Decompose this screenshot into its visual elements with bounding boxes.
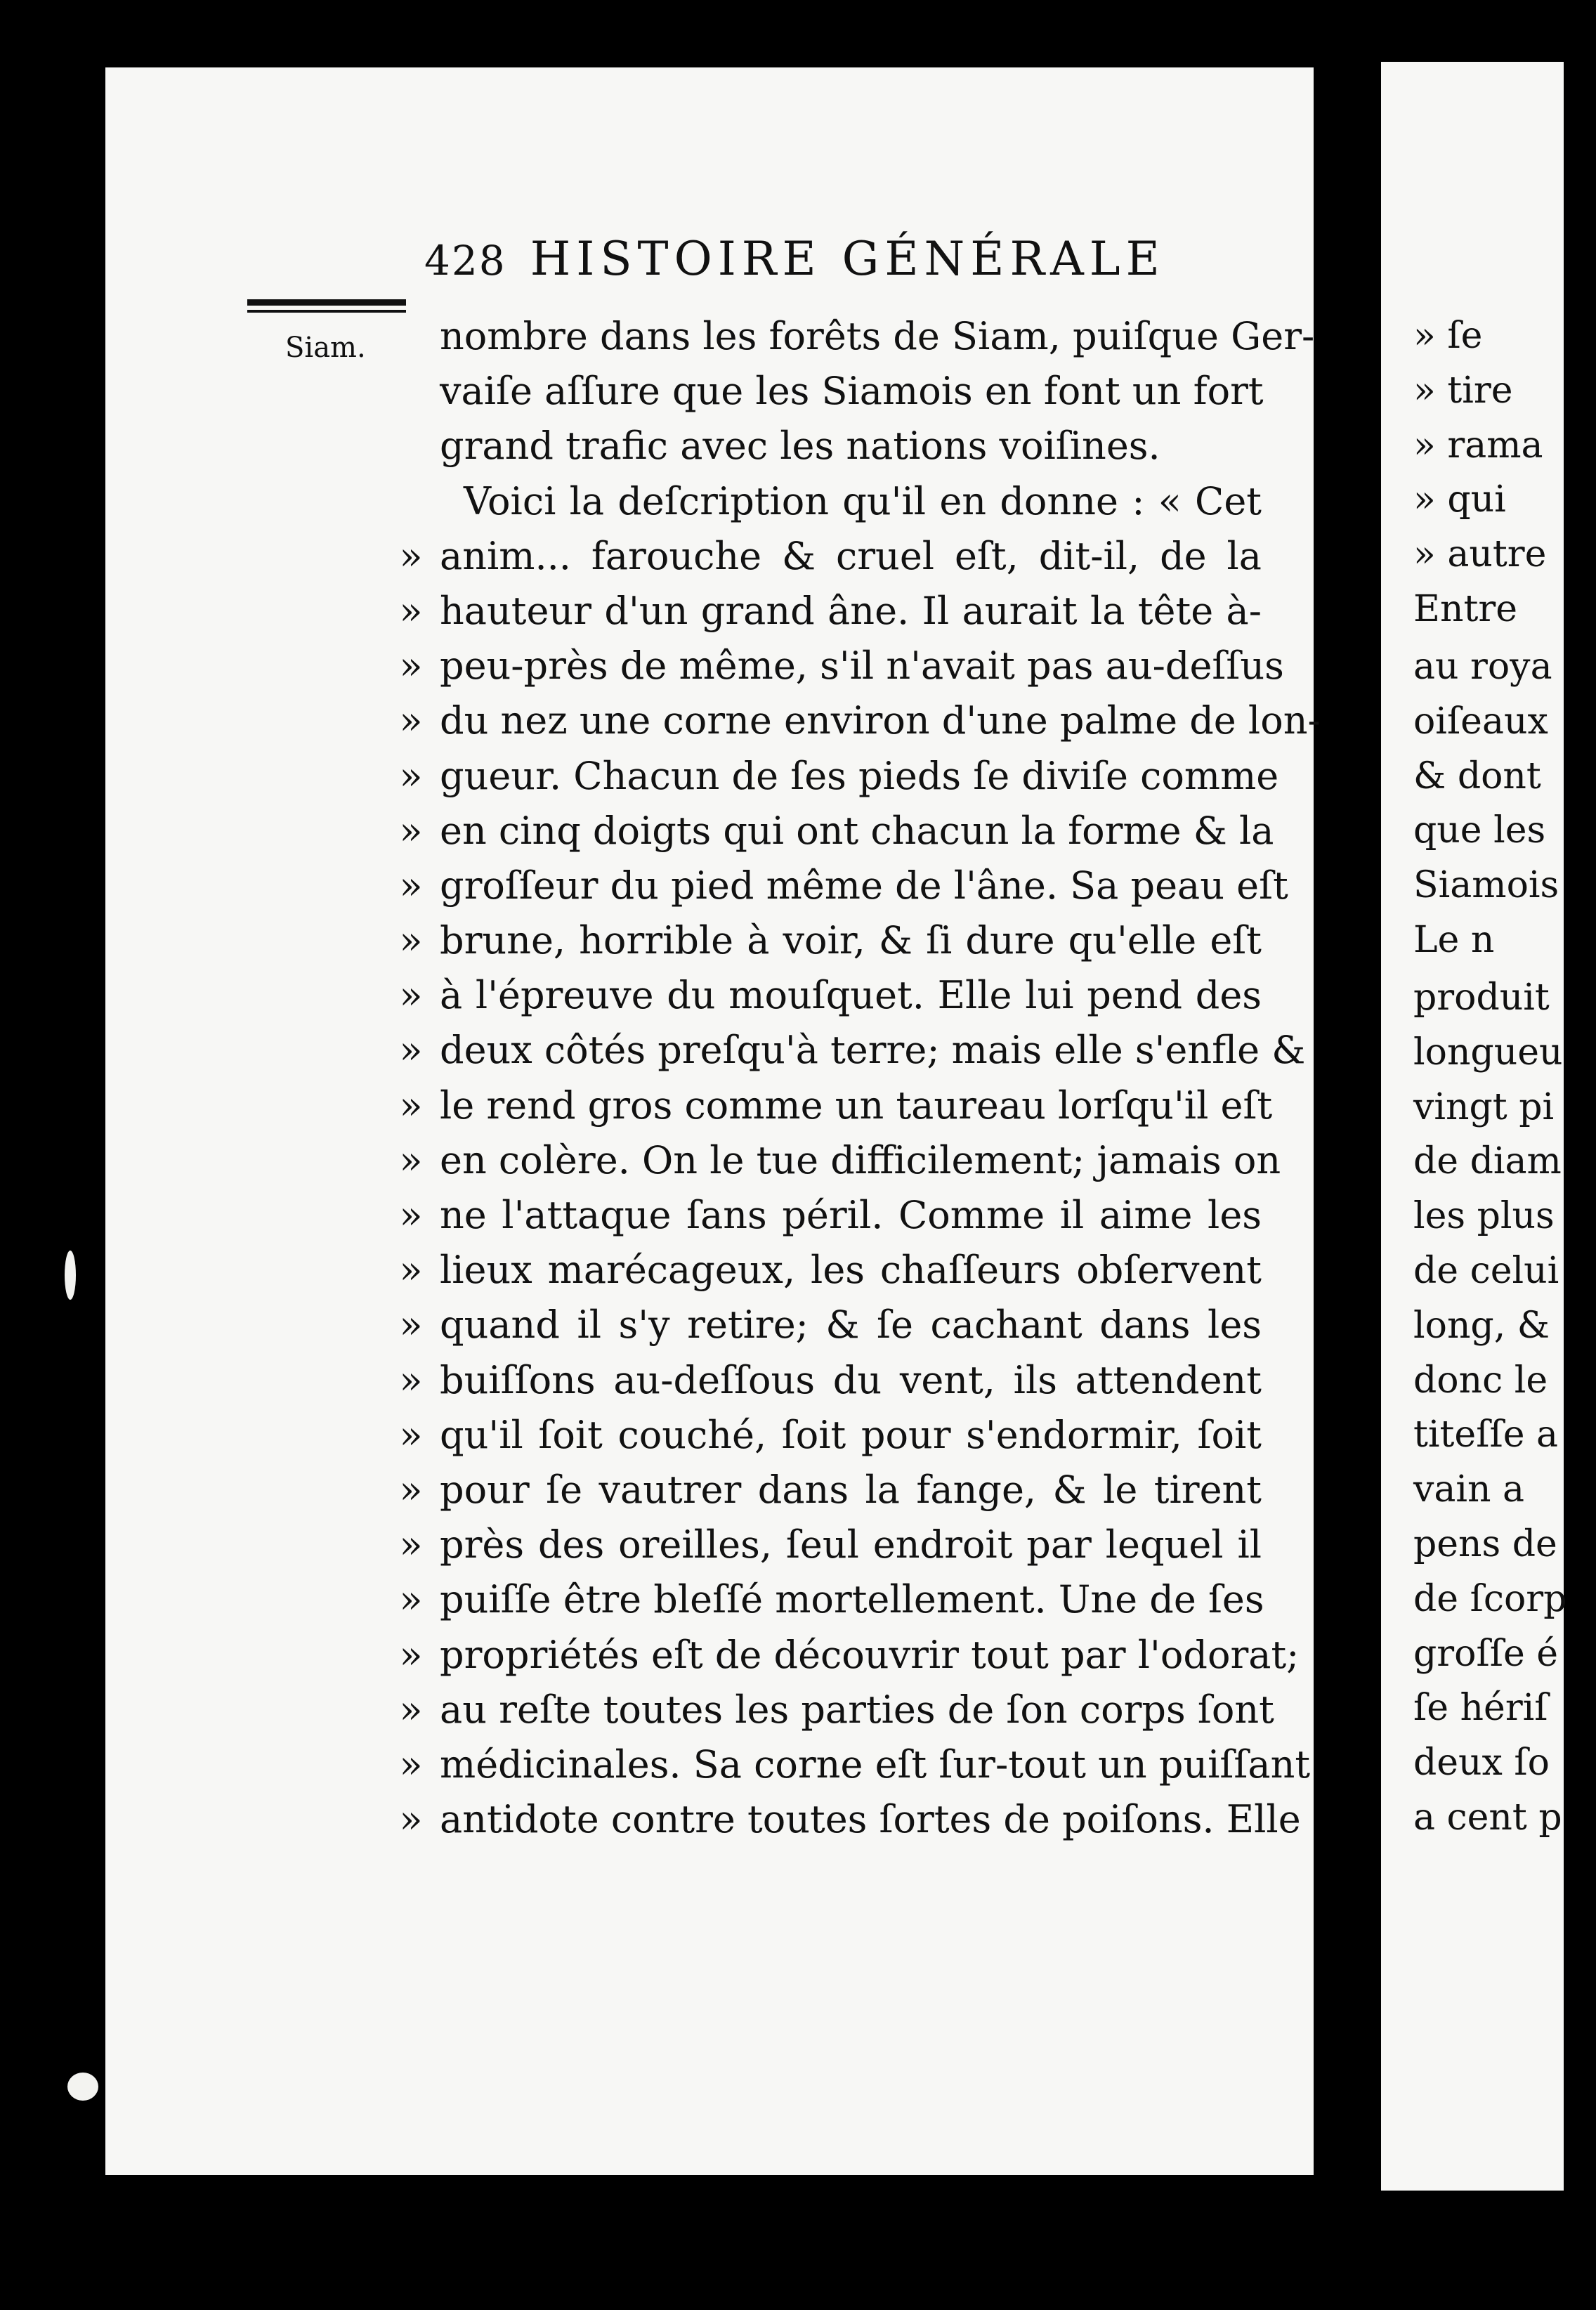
line-text: hauteur d'un grand âne. Il aurait la tête à- xyxy=(440,588,1262,633)
cropped-text-line: longueu xyxy=(1413,1031,1563,1074)
quote-mark: » xyxy=(399,1632,423,1677)
margin-rule-thick xyxy=(247,299,406,306)
cropped-text-line: de ſcorp xyxy=(1413,1577,1567,1620)
cropped-text-line: ſe hériſ xyxy=(1413,1687,1548,1730)
line-text: ne l'attaque ſans péril. Comme il aime les xyxy=(440,1193,1262,1237)
quote-mark: » xyxy=(399,1248,423,1293)
cropped-text-line: » qui xyxy=(1413,478,1506,521)
text-line xyxy=(393,1023,1306,1078)
line-text: au reſte toutes les parties de ſon corps ſont xyxy=(440,1687,1274,1732)
line-text: buiſſons au-deſſous du vent, ils attendent xyxy=(440,1357,1262,1402)
text-line xyxy=(393,859,1288,913)
cropped-text-line: de celui xyxy=(1413,1249,1559,1292)
cropped-text-line: » autre xyxy=(1413,533,1547,576)
line-text: le rend gros comme un taureau lorſqu'il eſt xyxy=(440,1083,1273,1128)
cropped-text-line: Entre xyxy=(1413,587,1517,630)
line-text: en colère. On le tue difficilement; jamais on xyxy=(440,1137,1281,1182)
text-line xyxy=(393,1572,1278,1627)
text-line xyxy=(393,474,1278,529)
quote-mark: » xyxy=(399,1357,423,1402)
quote-mark: » xyxy=(399,753,423,798)
quote-mark: » xyxy=(399,1522,423,1567)
cropped-text-line: Le n xyxy=(1413,918,1495,961)
line-text: lieux marécageux, les chaſſeurs obſervent xyxy=(440,1248,1262,1293)
text-line xyxy=(393,1628,1300,1683)
quote-mark: » xyxy=(399,1467,423,1512)
text-line xyxy=(393,584,1278,639)
quote-mark: » xyxy=(399,1577,423,1622)
text-line xyxy=(393,1298,1278,1352)
quote-mark: » xyxy=(399,588,423,633)
cropped-text-line: pens de xyxy=(1413,1522,1557,1565)
line-text: pour ſe vautrer dans la fange, & le tirent xyxy=(440,1467,1262,1512)
running-title: HISTOIRE GÉNÉRALE xyxy=(530,232,1165,286)
quote-mark: » xyxy=(399,698,423,743)
line-text: nombre dans les forêts de Siam, puiſque Ger- xyxy=(440,314,1315,358)
cropped-text-line: que les xyxy=(1413,809,1546,852)
text-line xyxy=(393,529,1278,584)
text-line xyxy=(393,1078,1278,1133)
text-line xyxy=(393,968,1278,1023)
line-text: grand trafic avec les nations voiſines. xyxy=(440,424,1160,469)
quote-mark: » xyxy=(399,973,423,1018)
quote-mark: » xyxy=(399,1083,423,1128)
line-text: propriétés eſt de découvrir tout par l'odorat; xyxy=(440,1632,1300,1677)
text-line xyxy=(393,1188,1278,1243)
right-page-text xyxy=(1413,309,1596,1960)
edge-speck xyxy=(65,1251,76,1300)
quote-mark: » xyxy=(399,808,423,853)
edge-speck xyxy=(67,2073,98,2101)
quote-mark: » xyxy=(399,863,423,908)
cropped-text-line: groſſe é xyxy=(1413,1632,1559,1675)
margin-note: Siam. xyxy=(285,332,366,364)
line-text: vaiſe aſſure que les Siamois en font un fort xyxy=(440,369,1264,414)
line-text: antidote contre toutes ſortes de poiſons. Elle xyxy=(440,1797,1301,1842)
quote-mark: » xyxy=(399,1193,423,1237)
cropped-text-line: vain a xyxy=(1413,1468,1525,1511)
cropped-text-line: deux ſo xyxy=(1413,1742,1550,1784)
line-text: du nez une corne environ d'une palme de lon- xyxy=(440,698,1321,743)
text-line xyxy=(393,364,1278,419)
line-text: qu'il ſoit couché, ſoit pour s'endormir, ſoit xyxy=(440,1412,1262,1457)
line-text: puiſſe être bleſſé mortellement. Une de ſes xyxy=(440,1577,1264,1622)
cropped-text-line: long, & xyxy=(1413,1304,1550,1347)
cropped-text-line: » ſe xyxy=(1413,315,1483,357)
cropped-text-line: au roya xyxy=(1413,645,1552,688)
cropped-text-line: les plus xyxy=(1413,1195,1555,1238)
cropped-text-line: de diam xyxy=(1413,1140,1562,1183)
line-text: deux côtés preſqu'à terre; mais elle s'enfle & xyxy=(440,1028,1306,1073)
line-text: Voici la deſcription qu'il en donne : « Cet xyxy=(464,478,1262,523)
text-line xyxy=(393,1463,1278,1518)
line-text: près des oreilles, ſeul endroit par lequel il xyxy=(440,1522,1262,1567)
quote-mark: » xyxy=(399,1687,423,1732)
text-line xyxy=(393,639,1284,693)
line-text: brune, horrible à voir, & ſi dure qu'elle eſt xyxy=(440,918,1262,963)
cropped-text-line: vingt pi xyxy=(1413,1085,1555,1128)
cropped-text-line: » tire xyxy=(1413,369,1513,412)
quote-mark: » xyxy=(399,644,423,689)
quote-mark: » xyxy=(399,1137,423,1182)
line-text: quand il s'y retire; & ſe cachant dans les xyxy=(440,1303,1262,1348)
cropped-text-line: donc le xyxy=(1413,1359,1548,1402)
quote-mark: » xyxy=(399,533,423,578)
text-line xyxy=(393,693,1321,748)
line-text: à l'épreuve du mouſquet. Elle lui pend des xyxy=(440,973,1262,1018)
quote-mark: » xyxy=(399,918,423,963)
cropped-text-line: & dont xyxy=(1413,755,1541,797)
running-header xyxy=(424,232,1253,286)
cropped-text-line: oiſeaux xyxy=(1413,700,1548,743)
text-line xyxy=(393,1408,1278,1463)
page-number: 428 xyxy=(424,237,506,285)
text-line xyxy=(393,1133,1281,1188)
quote-mark: » xyxy=(399,1028,423,1073)
cropped-text-line: produit xyxy=(1413,976,1550,1019)
line-text: en cinq doigts qui ont chacun la forme & la xyxy=(440,808,1274,853)
cropped-text-line: titeſſe a xyxy=(1413,1414,1558,1456)
text-line xyxy=(393,1792,1301,1847)
quote-mark: » xyxy=(399,1303,423,1348)
text-line xyxy=(393,1353,1278,1408)
line-text: groſſeur du pied même de l'âne. Sa peau eſt xyxy=(440,863,1288,908)
text-line xyxy=(393,804,1278,859)
cropped-text-line: a cent p xyxy=(1413,1796,1562,1839)
cropped-text-line: » rama xyxy=(1413,424,1543,466)
text-line xyxy=(393,419,1278,474)
text-line xyxy=(393,913,1278,968)
quote-mark: » xyxy=(399,1742,423,1787)
line-text: anim... farouche & cruel eſt, dit-il, de la xyxy=(440,533,1262,578)
margin-rule-thin xyxy=(247,310,406,313)
line-text: médicinales. Sa corne eſt ſur-tout un puiſſant xyxy=(440,1742,1311,1787)
text-line xyxy=(393,1243,1278,1298)
quote-mark: » xyxy=(399,1412,423,1457)
text-line xyxy=(393,309,1315,364)
left-page-text xyxy=(393,309,1321,1847)
line-text: gueur. Chacun de ſes pieds ſe diviſe comme xyxy=(440,753,1279,798)
quote-mark: » xyxy=(399,1797,423,1842)
text-line xyxy=(393,1683,1278,1737)
text-line xyxy=(393,1518,1278,1572)
cropped-text-line: Siamois xyxy=(1413,864,1559,907)
text-line xyxy=(393,1737,1311,1792)
line-text: peu-près de même, s'il n'avait pas au-deſſus xyxy=(440,644,1284,689)
text-line xyxy=(393,749,1278,804)
